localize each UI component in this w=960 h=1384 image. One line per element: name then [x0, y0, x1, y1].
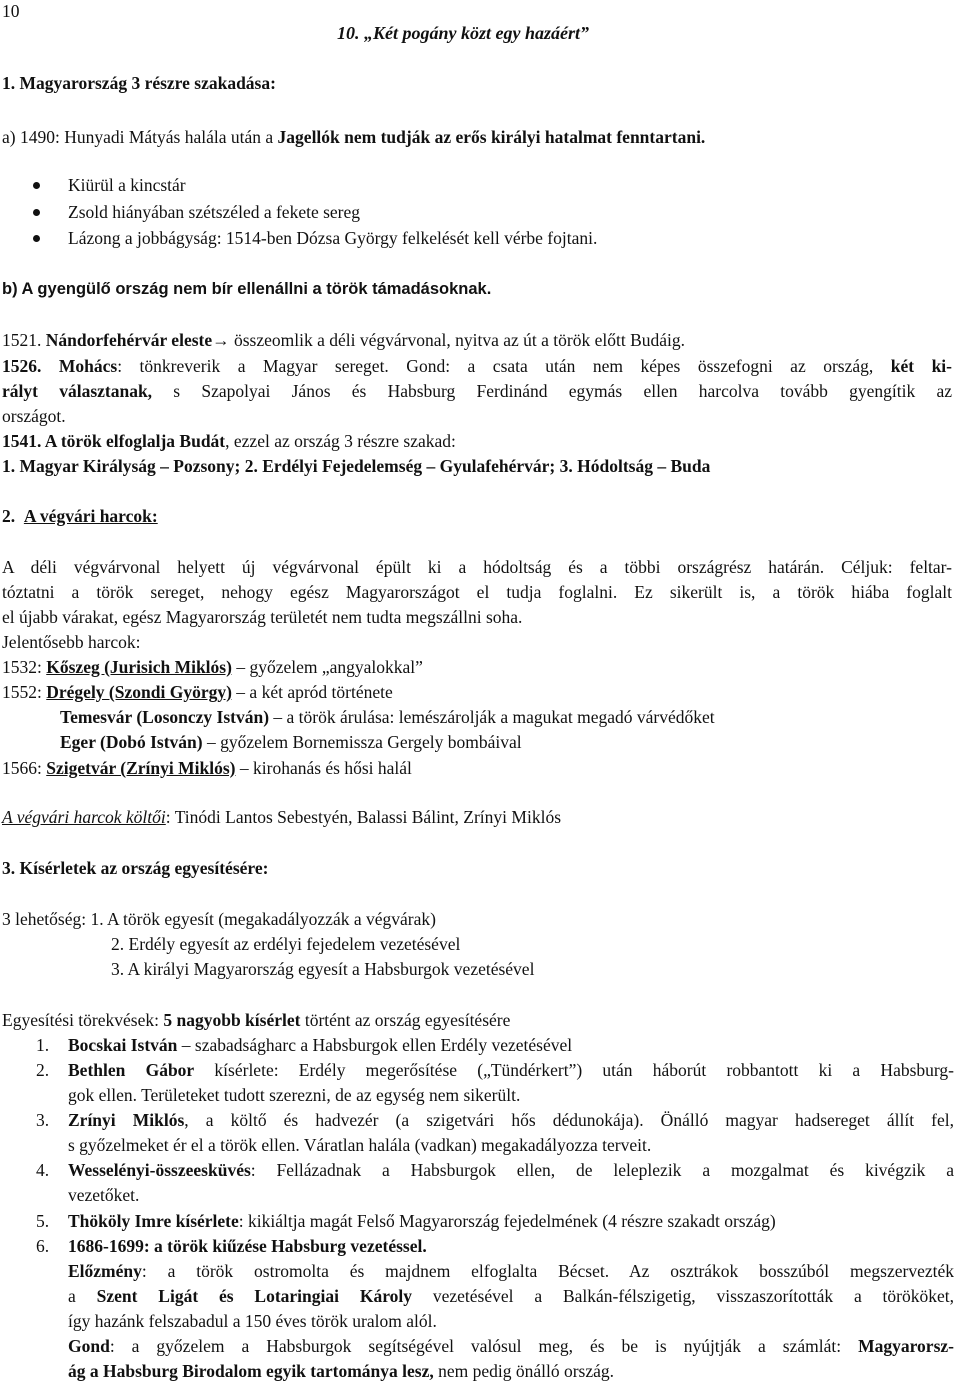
paragraph-line: el újabb várakat, egész Magyarország területét nem tudta megszállni soha. [2, 607, 523, 627]
event-1526-line-3: országot. [2, 406, 66, 426]
problem-line-2: ág a Habsburg Birodalom egyik tartománya lesz, nem pedig önálló ország. [68, 1361, 615, 1381]
option-1: 3 lehetőség: 1. A török egyesít (megakadályozzák a végvárak) [2, 909, 436, 929]
event-1526: 1526. Mohács: tönkreverik a Magyar sereget. Gond: a csata után nem képes összefogni az ország, két ki- [2, 356, 952, 376]
section-3-heading: 3. Kísérletek az ország egyesítésére: [2, 858, 269, 878]
paragraph-b: b) A gyengülő ország nem bír ellenállni a török támadásoknak. [2, 280, 492, 298]
unification-intro: Egyesítési törekvések: 5 nagyobb kísérlet történt az ország egyesítésére [2, 1010, 511, 1030]
paragraph-line: tóztatni a török sereget, nehogy egész Magyarországot el tudja foglalni. Ez sikerült is, a török hiába foglalt [2, 582, 952, 602]
battles-heading: Jelentősebb harcok: [2, 632, 141, 652]
section-1-heading: 1. Magyarország 3 részre szakadása: [2, 73, 276, 93]
battle-1566: 1566: Szigetvár (Zrínyi Miklós) – kirohanás és hősi halál [2, 758, 412, 778]
problem: Gond: a győzelem a Habsburgok segítségével valósul meg, és be is nyújtják a számlát: Magyarorsz- [68, 1336, 954, 1356]
antecedent-line-2: a Szent Ligát és Lotaringiai Károly vezetésével a Balkán-félszigetig, visszaszorították a törököket, [68, 1286, 955, 1306]
bullet-icon [33, 209, 40, 216]
option-2: 2. Erdély egyesít az erdélyi fejedelem vezetésével [111, 934, 461, 954]
antecedent: Előzmény: a török ostromolta és majdnem elfoglalta Bécset. Az osztrákok bosszúból megszervezték [68, 1261, 954, 1281]
battle-temesvar: Temesvár (Losonczy István) – a török árulása: lemészárolják a magukat megadó várvédőket [60, 707, 715, 727]
poets: A végvári harcok költői: Tinódi Lantos Sebestyén, Balassi Bálint, Zrínyi Miklós [2, 807, 562, 827]
event-1541: 1541. A török elfoglalja Budát, ezzel az ország 3 részre szakad: [2, 431, 456, 451]
antecedent-line-3: így hazánk felszabadul a 150 éves török uralom alól. [68, 1311, 437, 1331]
event-1526-line-2: rályt választanak, s Szapolyai János és Habsburg Ferdinánd egymás ellen harcolva tovább gyengítik az [2, 381, 952, 401]
battle-1532: 1532: Kőszeg (Jurisich Miklós) – győzelem „angyalokkal” [2, 657, 423, 677]
page-title: 10. „Két pogány közt egy hazáért” [337, 23, 589, 43]
page-number: 10 [2, 1, 20, 21]
arrow-right-icon: → [212, 330, 230, 350]
option-3: 3. A királyi Magyarország egyesít a Habsburgok vezetésével [111, 959, 535, 979]
battle-1552: 1552: Drégely (Szondi György) – a két apród története [2, 682, 393, 702]
three-parts: 1. Magyar Királyság – Pozsony; 2. Erdélyi Fejedelemség – Gyulafehérvár; 3. Hódoltság – Buda [2, 456, 711, 476]
list-item-continuation: s győzelmeket ér el a török ellen. Váratlan halála (vadkan) megakadályozza terveit. [68, 1135, 652, 1155]
bullet-icon [33, 182, 40, 189]
list-item-continuation: gok ellen. Területeket tudott szerezni, de az egység nem sikerült. [68, 1085, 521, 1105]
section-2-heading: 2. A végvári harcok: [2, 506, 158, 526]
paragraph-a: a) 1490: Hunyadi Mátyás halála után a Jagellók nem tudják az erős királyi hatalmat fenntartani. [2, 127, 706, 147]
event-1521: 1521. Nándorfehérvár eleste→ összeomlik a déli végvárvonal, nyitva az út a török előtt Budáig. [2, 330, 685, 350]
paragraph-line: A déli végvárvonal helyett új végvárvonal épült ki a hódoltság és a többi országrész határán. Céljuk: feltar- [2, 557, 952, 577]
list-item-continuation: vezetőket. [68, 1185, 140, 1205]
bullet-icon [33, 235, 40, 242]
battle-eger: Eger (Dobó István) – győzelem Bornemissza Gergely bombáival [60, 732, 522, 752]
